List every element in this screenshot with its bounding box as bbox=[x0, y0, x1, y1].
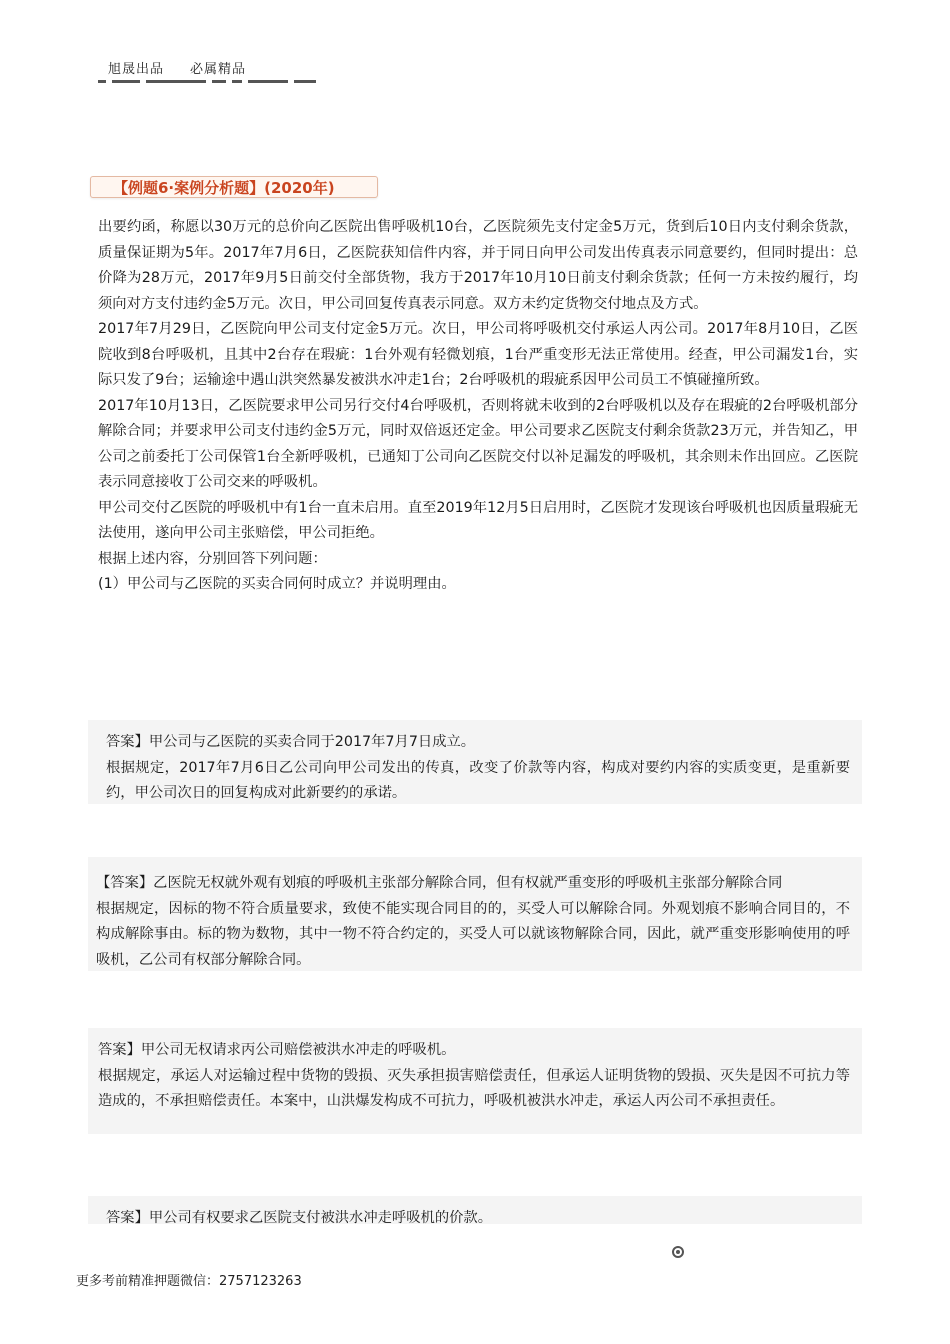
header-brand bbox=[108, 58, 246, 77]
question-1: (1）甲公司与乙医院的买卖合同何时成立？并说明理由。 bbox=[98, 576, 456, 592]
answer-box-4 bbox=[88, 1196, 862, 1224]
scroll-handle-icon[interactable] bbox=[672, 1246, 684, 1258]
answer-explanation: 根据规定，2017年7月6日乙公司向甲公司发出的传真，改变了价款等内容，构成对要约内容的实质变更，是重新要约，甲公司次日的回复构成对此新要约的承诺。 bbox=[106, 759, 850, 801]
cut-off-question-line bbox=[100, 820, 770, 828]
cut-off-text-fragment bbox=[98, 80, 368, 86]
answer-lead: 答案】甲公司与乙医院的买卖合同于2017年7月7日成立。 bbox=[106, 734, 476, 750]
cut-off-question-line bbox=[100, 988, 620, 996]
answer-explanation: 根据规定，承运人对运输过程中货物的毁损、灭失承担损害赔偿责任，但承运人证明货物的毁损、灭失是因不可抗力等造成的，不承担赔偿责任。本案中，山洪爆发构成不可抗力，呼吸机被洪水冲走，承运人丙公司不承担责任。 bbox=[98, 1067, 850, 1109]
case-paragraph: 出要约函，称愿以30万元的总价向乙医院出售呼吸机10台，乙医院须先支付定金5万元，货到后10日内支付剩余货款，质量保证期为5年。2017年7月6日，乙医院获知信件内容，并于同日向甲公司发出传真表示同意要约，但同时提出：总价降为28万元，2017年9月5日前交付全部货物，我方于2017年10月10日前支付剩余货款；任何一方未按约履行，均须向对方支付违约金5万元。次日，甲公司回复传真表示同意。双方未约定货物交付地点及方式。 bbox=[98, 219, 858, 312]
cut-off-question-line bbox=[100, 1157, 620, 1165]
answer-box-3 bbox=[88, 1028, 862, 1134]
answer-lead: 答案】甲公司有权要求乙医院支付被洪水冲走呼吸机的价款。 bbox=[106, 1210, 493, 1224]
case-paragraph: 2017年7月29日，乙医院向甲公司支付定金5万元。次日，甲公司将呼吸机交付承运人丙公司。2017年8月10日，乙医院收到8台呼吸机，且其中2台存在瑕疵：1台外观有轻微划痕，1台严重变形无法正常使用。经查，甲公司漏发1台，实际只发了9台；运输途中遇山洪突然暴发被洪水冲走1台；2台呼吸机的瑕疵系因甲公司员工不慎碰撞所致。 bbox=[98, 321, 858, 388]
answer-box-1 bbox=[88, 720, 862, 804]
case-paragraph: 2017年10月13日，乙医院要求甲公司另行交付4台呼吸机，否则将就未收到的2台呼吸机以及存在瑕疵的2台呼吸机部分解除合同；并要求甲公司支付违约金5万元，同时双倍返还定金。甲公司要求乙医院支付剩余货款23万元，并告知乙，甲公司之前委托丁公司保管1台全新呼吸机，已通知丁公司向乙医院交付以补足漏发的呼吸机，其余则未作出回应。乙医院表示同意接收丁公司交来的呼吸机。 bbox=[98, 397, 858, 490]
answer-explanation: 根据规定，因标的物不符合质量要求，致使不能实现合同目的的，买受人可以解除合同。外观划痕不影响合同目的，不构成解除事由。标的物为数物，其中一物不符合约定的，买受人可以就该物解除合同，因此，就严重变形影响使用的呼吸机，乙公司有权部分解除合同。 bbox=[96, 900, 850, 968]
example-question-tag: 【例题6·案例分析题】(2020年) bbox=[90, 176, 378, 198]
cut-off-text-line bbox=[408, 190, 848, 198]
case-paragraph: 甲公司交付乙医院的呼吸机中有1台一直未启用。直至2019年12月5日启用时，乙医院才发现该台呼吸机也因质量瑕疵无法使用，遂向甲公司主张赔偿，甲公司拒绝。 bbox=[98, 499, 858, 541]
answer-lead: 【答案】乙医院无权就外观有划痕的呼吸机主张部分解除合同，但有权就严重变形的呼吸机主张部分解除合同 bbox=[96, 875, 783, 891]
footer-contact: 更多考前精准押题微信：2757123263 bbox=[76, 1274, 302, 1289]
brand-name: 旭晟出品 bbox=[108, 62, 165, 77]
brand-motto: 必属精品 bbox=[190, 62, 247, 77]
case-description bbox=[98, 215, 858, 598]
answer-lead: 答案】甲公司无权请求丙公司赔偿被洪水冲走的呼吸机。 bbox=[98, 1042, 456, 1058]
question-intro: 根据上述内容，分别回答下列问题： bbox=[98, 550, 327, 567]
answer-box-2 bbox=[88, 857, 862, 971]
